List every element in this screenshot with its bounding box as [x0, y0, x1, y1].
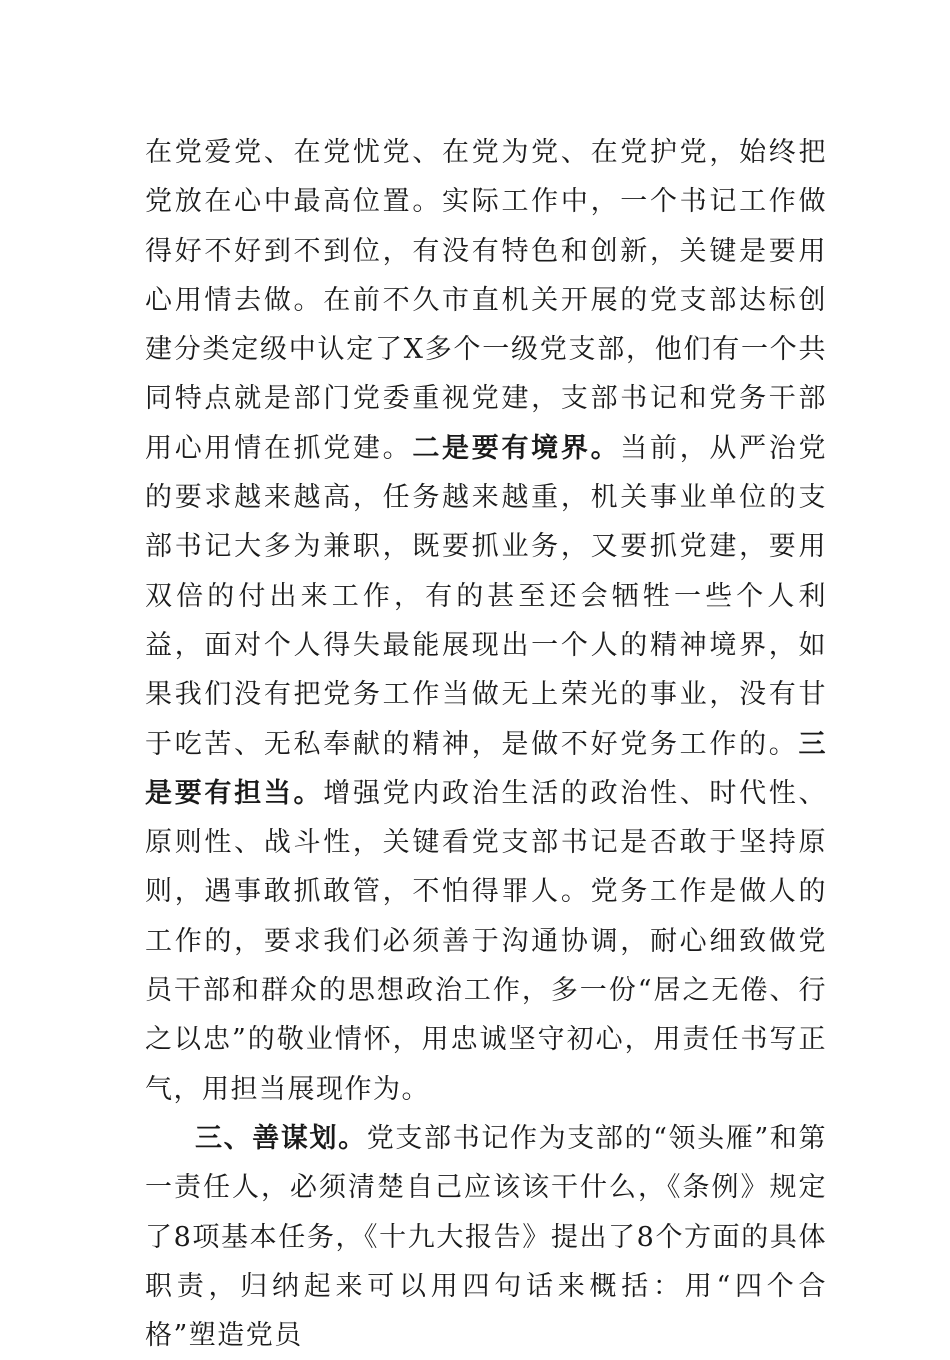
paragraph-text: 在党爱党、在党忧党、在党为党、在党护党，始终把党放在心中最高位置。实际工作中，一个书记工作做得好不好到不到位，有没有特色和创新，关键是要用心用情去做。在前不久市直机关开展的党支部达标创建分类定级中认定了X多个一级党支部，他们有一个共同特点就是部门党委重视党建，支部书记和党务干部用心用情在抓党建。 [145, 137, 827, 464]
paragraph-text: 当前，从严治党的要求越来越高，任务越来越重，机关事业单位的支部书记大多为兼职，既要抓业务，又要抓党建，要用双倍的付出来工作，有的甚至还会牺牲一些个人利益，面对个人得失最能展现出一个人的精神境界，如果我们没有把党务工作当做无上荣光的事业，没有甘于吃苦、无私奉献的精神，是做不好党务工作的。 [145, 432, 828, 760]
subheading-bold: 二是要有境界。 [412, 432, 621, 464]
paragraph-text: 增强党内政治生活的政治性、时代性、原则性、战斗性，关键看党支部书记是否敢于坚持原则，遇事敢抓敢管，不怕得罪人。党务工作是做人的工作的，要求我们必须善于沟通协调，耐心细致做党员干部和群众的思想政治工作，多一份“居之无倦、行之以忠”的敬业情怀，用忠诚坚守初心，用责任书写正气，用担当展现作为。 [145, 777, 828, 1105]
body-paragraph [145, 128, 827, 1114]
document-page [145, 128, 827, 1360]
subheading-bold: 三是要有担当。 [145, 728, 827, 809]
section-heading: 三、善谋划。 [195, 1122, 367, 1154]
section-paragraph [145, 1114, 827, 1360]
paragraph-text: 党支部书记作为支部的“领头雁”和第一责任人，必须清楚自己应该该干什么，《条例》规定了8项基本任务，《十九大报告》提出了8个方面的具体职责，归纳起来可以用四句话来概括：用“四个合格”塑造党员 [145, 1122, 828, 1352]
